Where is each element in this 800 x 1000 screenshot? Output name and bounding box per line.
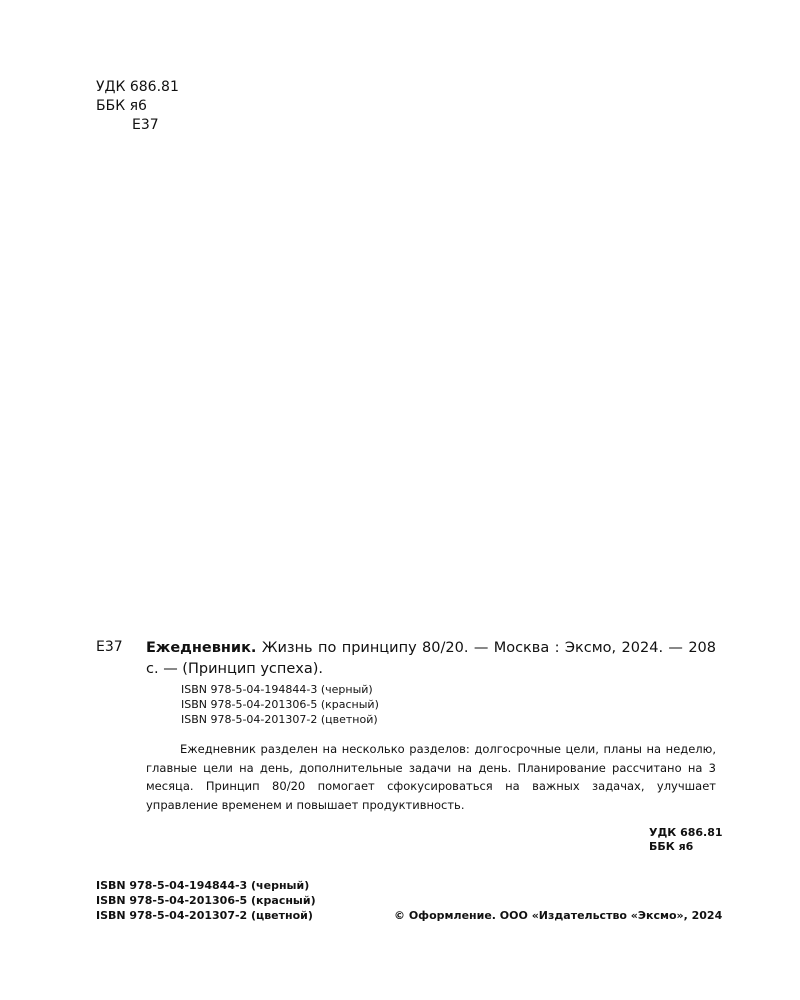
isbn-line: ISBN 978-5-04-201307-2 (цветной) — [96, 909, 313, 922]
udk-code-right: УДК 686.81 — [649, 826, 723, 839]
isbn-line: ISBN 978-5-04-201307-2 (цветной) — [181, 713, 378, 726]
bbk-code-right: ББК я6 — [649, 840, 694, 853]
udk-code: УДК 686.81 — [96, 79, 179, 95]
entry-author-sign: Е37 — [96, 639, 123, 655]
top-classification — [96, 78, 179, 135]
bbk-code: ББК я6 — [96, 98, 147, 114]
bibliographic-details: Жизнь по принципу 80/20. — Москва : Эксмо, 2024. — 208 с. — (Принцип успеха). — [146, 640, 716, 677]
isbn-line: ISBN 978-5-04-201306-5 (красный) — [96, 894, 316, 907]
isbn-line: ISBN 978-5-04-201306-5 (красный) — [181, 698, 379, 711]
author-sign: Е37 — [132, 117, 159, 133]
copyright-notice: © Оформление. ООО «Издательство «Эксмо», 2024 — [394, 909, 723, 922]
annotation: Ежедневник разделен на несколько разделов: долгосрочные цели, планы на неделю, главные цели на день, дополнительные задачи на день. Планирование рассчитано на 3 месяца. Принцип 80/20 помогает сфокусироваться на важных задачах, улучшает управление временем и повышает продуктивность. — [146, 742, 716, 812]
bibliographic-description — [146, 638, 716, 680]
isbn-list — [181, 682, 379, 727]
isbn-list-bottom — [96, 878, 316, 923]
classification-codes-right — [649, 826, 723, 854]
isbn-line: ISBN 978-5-04-194844-3 (черный) — [96, 879, 310, 892]
book-title: Ежедневник. — [146, 640, 257, 656]
isbn-line: ISBN 978-5-04-194844-3 (черный) — [181, 683, 373, 696]
